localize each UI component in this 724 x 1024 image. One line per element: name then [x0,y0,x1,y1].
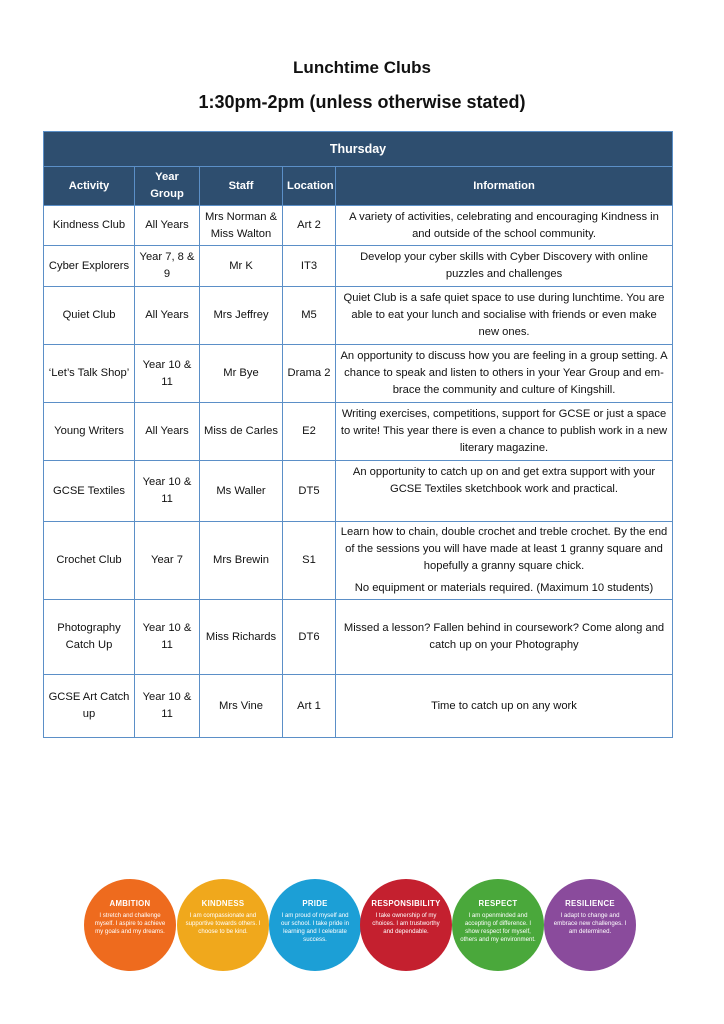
value-text: I adapt to change and embrace new challenges. I am determined. [553,912,627,935]
value-text: I stretch and challenge myself. I aspire to achieve my goals and my dreams. [94,912,166,935]
value-pride-badge [269,879,361,971]
table-row [44,206,673,246]
cell-staff: Mrs Brewin [200,522,283,600]
value-text: I take ownership of my choices. I am trustworthy and dependable. [372,912,440,935]
value-name: AMBITION [109,899,151,908]
cell-staff: Miss Richards [200,600,283,675]
clubs-table [43,131,673,738]
cell-activity: GCSE Art Catch up [44,675,135,738]
value-text: I am proud of myself and our school. I take pride in learning and I celebrate success. [280,912,350,943]
cell-staff: Mrs Jeffrey [200,287,283,345]
table-row [44,287,673,345]
cell-information [336,403,673,461]
cell-staff: Ms Waller [200,461,283,522]
column-header-activity: Activity [44,167,135,206]
cell-year-group: Year 10 & 11 [135,600,200,675]
cell-information [336,600,673,675]
value-resilience-badge [544,879,636,971]
info-text: A variety of activities, celebrating and encouraging Kindness in and outside of the school community. [349,210,659,240]
cell-location: IT3 [283,246,336,287]
cell-staff: Mr K [200,246,283,287]
column-header-location: Location [283,167,336,206]
cell-activity: Cyber Explorers [44,246,135,287]
cell-year-group: All Years [135,206,200,246]
value-respect-badge [452,879,544,971]
cell-location: Art 1 [283,675,336,738]
cell-year-group: All Years [135,403,200,461]
cell-staff: Mrs Vine [200,675,283,738]
value-name: RESPONSIBILITY [371,899,441,908]
cell-year-group: Year 7, 8 & 9 [135,246,200,287]
cell-year-group: All Years [135,287,200,345]
cell-information [336,206,673,246]
cell-location: DT6 [283,600,336,675]
cell-location: S1 [283,522,336,600]
value-name: RESILIENCE [565,899,615,908]
cell-location: DT5 [283,461,336,522]
cell-information [336,246,673,287]
cell-location: Art 2 [283,206,336,246]
info-text: An opportunity to discuss how you are feeling in a group setting. A chance to speak and listen to others in your Year Group and em-brace the community and culture of Kingshill. [340,350,668,396]
info-text: An opportunity to catch up on and get extra support with your GCSE Textiles sketchbook work and practical. [352,466,656,495]
page-title: Lunchtime Clubs [293,58,431,77]
cell-year-group: Year 10 & 11 [135,461,200,522]
info-text: Develop your cyber skills with Cyber Discovery with online puzzles and challenges [360,251,648,280]
cell-staff: Mrs Norman & Miss Walton [200,206,283,246]
cell-information [336,461,673,522]
info-text: Learn how to chain, double crochet and treble crochet. By the end of the sessions you will have made at least 1 granny square and hopefully a granny square chick. [340,526,668,572]
column-header-staff: Staff [200,167,283,206]
cell-activity: GCSE Textiles [44,461,135,522]
cell-activity: Crochet Club [44,522,135,600]
info-text: Missed a lesson? Fallen behind in coursework? Come along and catch up on your Photography [343,622,665,651]
cell-information [336,675,673,738]
cell-year-group: Year 10 & 11 [135,675,200,738]
info-text: Quiet Club is a safe quiet space to use during lunchtime. You are able to eat your lunch and socialise with friends or even make new ones. [343,292,665,338]
value-name: PRIDE [302,899,328,908]
table-row [44,522,673,600]
value-text: I am compassionate and supportive towards others. I choose to be kind. [185,912,261,935]
cell-location: E2 [283,403,336,461]
school-values-banner [84,879,640,973]
cell-information [336,345,673,403]
cell-year-group: Year 10 & 11 [135,345,200,403]
info-text: Writing exercises, competitions, support for GCSE or just a space to write! This year there is even a chance to publish work in a new literary magazine. [340,408,668,454]
cell-information [336,287,673,345]
value-ambition-badge [84,879,176,971]
table-row [44,600,673,675]
day-heading: Thursday [44,132,673,167]
cell-activity: Young Writers [44,403,135,461]
table-row [44,675,673,738]
value-name: KINDNESS [201,899,245,908]
cell-staff: Mr Bye [200,345,283,403]
value-name: RESPECT [478,899,518,908]
table-row [44,345,673,403]
cell-activity: ‘Let’s Talk Shop’ [44,345,135,403]
value-text: I am openminded and accepting of difference. I show respect for myself, others and my environment. [460,912,536,943]
value-kindness-badge [177,879,269,971]
column-header-year-group: Year Group [135,167,200,206]
cell-year-group: Year 7 [135,522,200,600]
cell-activity: Quiet Club [44,287,135,345]
page-subtitle: 1:30pm-2pm (unless otherwise stated) [198,92,526,112]
table-row [44,461,673,522]
cell-staff: Miss de Carles [200,403,283,461]
cell-activity: Kindness Club [44,206,135,246]
column-header-information: Information [336,167,673,206]
cell-location: M5 [283,287,336,345]
cell-activity: Photography Catch Up [44,600,135,675]
info-text: Time to catch up on any work [431,699,577,712]
column-header-row [44,167,673,206]
value-responsibility-badge [360,879,452,971]
table-row [44,246,673,287]
info-note: No equipment or materials required. (Maximum 10 students) [354,582,654,594]
cell-location: Drama 2 [283,345,336,403]
cell-information [336,522,673,600]
table-row [44,403,673,461]
